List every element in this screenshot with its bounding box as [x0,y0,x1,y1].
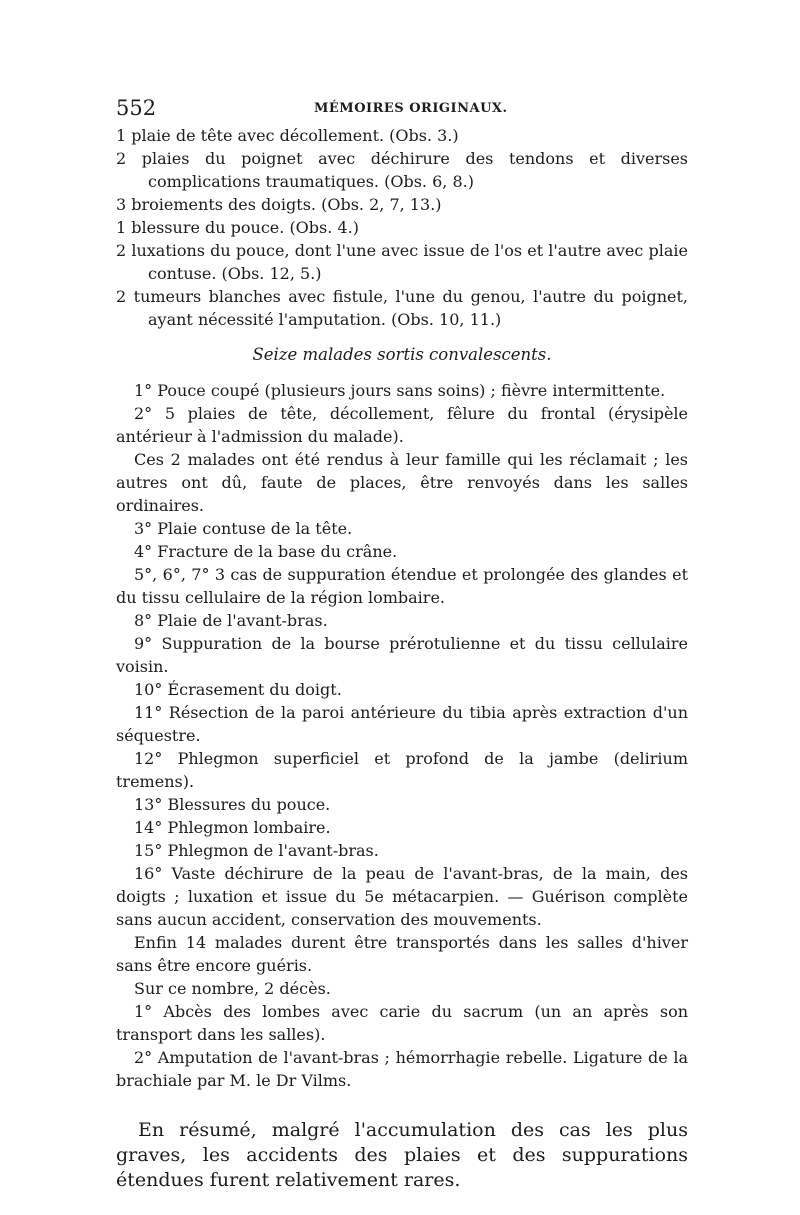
paragraph: Sur ce nombre, 2 décès. [134,979,331,998]
case-list [116,379,688,1092]
paragraph: 11° Résection de la paroi antérieure du tibia après extraction d'un séquestre. [116,703,688,745]
injury-list [116,124,688,331]
list-item: 1 plaie de tête avec décollement. (Obs. 3.) [116,126,459,145]
list-item: 1 blessure du pouce. (Obs. 4.) [116,218,359,237]
paragraph: 2° Amputation de l'avant-bras ; hémorrhagie rebelle. Ligature de la brachiale par M. le Dr Vilms. [116,1048,688,1090]
paragraph: Ces 2 malades ont été rendus à leur famille qui les réclamait ; les autres ont dû, faute de places, être renvoyés dans les salles ordinaires. [116,450,688,515]
list-item: 2 plaies du poignet avec déchirure des tendons et diverses complications traumatiques. (Obs. 6, 8.) [116,149,688,191]
list-item: 2 tumeurs blanches avec fistule, l'une du genou, l'autre du poignet, ayant nécessité l'amputation. (Obs. 10, 11.) [116,287,688,329]
paragraph: 1° Pouce coupé (plusieurs jours sans soins) ; fièvre intermittente. [134,381,666,400]
list-item: 2 luxations du pouce, dont l'une avec issue de l'os et l'autre avec plaie contuse. (Obs. 12, 5.) [116,241,688,283]
running-head: MÉMOIRES ORIGINAUX. [314,101,508,116]
paragraph: Enfin 14 malades durent être transportés dans les salles d'hiver sans être encore guéris. [116,933,688,975]
paragraph: 14° Phlegmon lombaire. [134,818,331,837]
section-title: Seize malades sortis convalescents. [252,345,552,364]
summary-paragraph: En résumé, malgré l'accumulation des cas les plus graves, les accidents des plaies et des suppurations étendues furent relativement rares. [116,1119,688,1191]
paragraph: 16° Vaste déchirure de la peau de l'avant-bras, de la main, des doigts ; luxation et issue du 5e métacarpien. — Guérison complète sans aucun accident, conservation des mouvements. [116,864,688,929]
page-header [116,96,688,120]
paragraph: 3° Plaie contuse de la tête. [134,519,353,538]
paragraph: 2° 5 plaies de tête, décollement, fêlure du frontal (érysipèle antérieur à l'admission du malade). [116,404,688,446]
paragraph: 4° Fracture de la base du crâne. [134,542,398,561]
paragraph: 8° Plaie de l'avant-bras. [134,611,328,630]
body-text [116,124,688,1193]
paragraph: 9° Suppuration de la bourse prérotulienne et du tissu cellulaire voisin. [116,634,688,676]
paragraph: 15° Phlegmon de l'avant-bras. [134,841,379,860]
paragraph: 10° Écrasement du doigt. [134,680,342,699]
page-number: 552 [116,96,157,120]
list-item: 3 broiements des doigts. (Obs. 2, 7, 13.) [116,195,442,214]
paragraph: 1° Abcès des lombes avec carie du sacrum (un an après son transport dans les salles). [116,1002,688,1044]
paragraph: 12° Phlegmon superficiel et profond de la jambe (delirium tremens). [116,749,688,791]
paragraph: 5°, 6°, 7° 3 cas de suppuration étendue et prolongée des glandes et du tissu cellulaire de la région lombaire. [116,565,688,607]
paragraph: 13° Blessures du pouce. [134,795,331,814]
